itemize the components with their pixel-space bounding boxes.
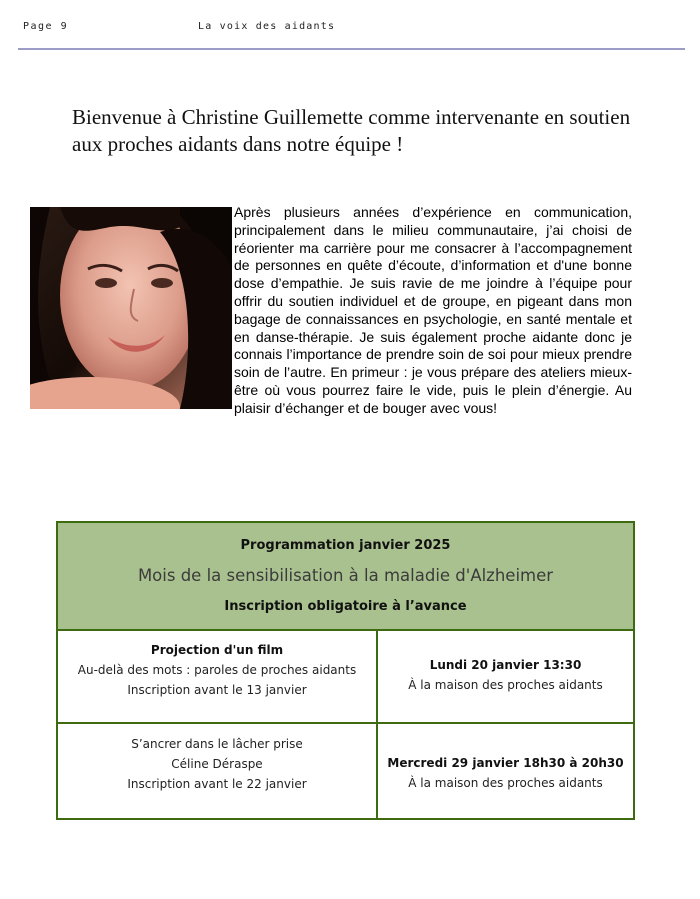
event-2-presenter: Céline Déraspe	[171, 757, 263, 771]
event-1-title: Projection d'un film	[150, 643, 284, 657]
program-notice: Inscription obligatoire à l’avance	[224, 599, 467, 614]
header-divider	[18, 48, 685, 50]
portrait-illustration	[30, 207, 232, 409]
program-subtitle: Mois de la sensibilisation à la maladie d'Alzheimer	[137, 566, 554, 585]
page-header	[0, 0, 700, 50]
program-table	[56, 521, 635, 820]
event-1-details	[58, 640, 376, 700]
article-bio: Après plusieurs années d’expérience en communication, principalement dans le milieu communautaire, j’ai choisi de réorienter ma carrière pour me consacrer à l’accompagnement de personnes en quête d’écoute, d’information et d'une bonne dose d’empathie. Je suis ravie de me joindre à l’équipe pour offrir du soutien individuel et de groupe, en pigeant dans mon bagage de connaissances en psychologie, en santé mentale et en danse-thérapie. Je suis également proche aidante donc je connais l’importance de prendre soin de soi pour mieux prendre soin de l’autre. En primeur : je vous prépare des ateliers mieux-être où vous pourrez faire le vide, puis le plein d’énergie. Au plaisir d’échanger et de bouger avec vous!	[234, 204, 632, 416]
event-1-description: Au-delà des mots : paroles de proches aidants	[77, 663, 357, 677]
article-headline: Bienvenue à Christine Guillemette comme intervenante en soutien aux proches aidants dans notre équipe !	[72, 105, 631, 156]
event-2-title: S’ancrer dans le lâcher prise	[131, 737, 303, 751]
portrait-photo	[30, 207, 232, 409]
publication-title: La voix des aidants	[198, 21, 336, 32]
event-1-registration: Inscription avant le 13 janvier	[127, 683, 307, 697]
program-title: Programmation janvier 2025	[240, 538, 451, 553]
event-1-date: Lundi 20 janvier 13:30	[429, 658, 582, 672]
event-2-registration: Inscription avant le 22 janvier	[127, 777, 307, 791]
program-header	[58, 523, 633, 631]
event-2-schedule	[378, 753, 633, 793]
event-2-location: À la maison des proches aidants	[408, 776, 603, 790]
event-1-location: À la maison des proches aidants	[408, 678, 603, 692]
event-2-details	[58, 734, 376, 794]
page-number: Page 9	[23, 21, 69, 32]
event-2-date: Mercredi 29 janvier 18h30 à 20h30	[387, 756, 624, 770]
table-divider-horizontal	[58, 722, 633, 724]
event-1-schedule	[378, 655, 633, 695]
